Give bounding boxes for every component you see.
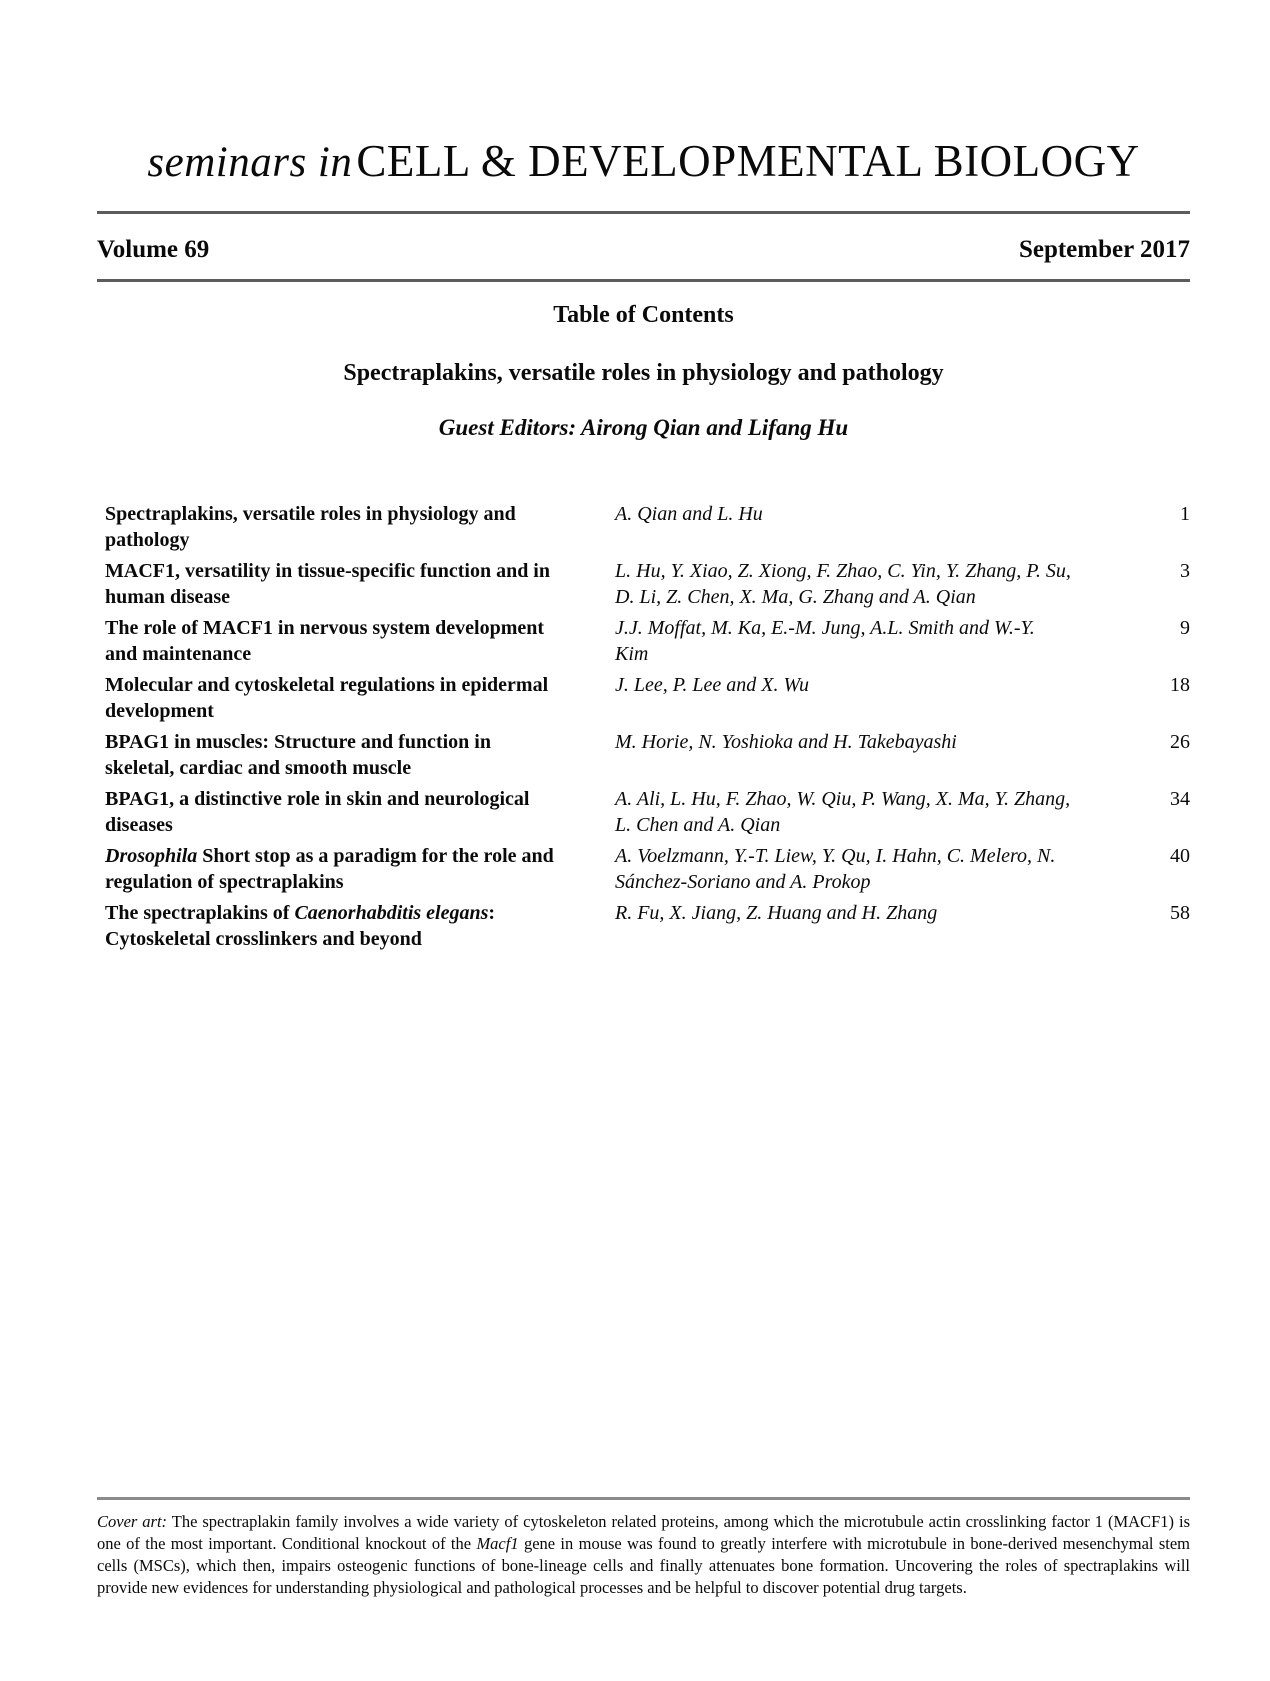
journal-masthead bbox=[97, 138, 1190, 185]
toc-entry-6 bbox=[97, 786, 1190, 838]
article-page-number: 9 bbox=[1180, 617, 1190, 640]
text-segment: Short stop as a paradigm for the role and regulation of spectraplakins bbox=[105, 845, 554, 894]
toc-entry-7 bbox=[97, 843, 1190, 895]
article-title bbox=[97, 900, 563, 952]
article-page-number: 3 bbox=[1180, 560, 1190, 583]
toc-entry-4 bbox=[97, 672, 1190, 724]
special-issue-title: Spectraplakins, versatile roles in physiology and pathology bbox=[343, 360, 944, 387]
text-segment: : Cytoskeletal crosslinkers and beyond bbox=[105, 902, 496, 951]
toc-entry-3 bbox=[97, 615, 1190, 667]
header-divider-bottom bbox=[97, 279, 1190, 282]
guest-editors: Guest Editors: Airong Qian and Lifang Hu bbox=[438, 415, 849, 441]
header-divider-top bbox=[97, 211, 1190, 214]
journal-name bbox=[356, 136, 1139, 186]
text-segment: gene in mouse was found to greatly interfere with microtubule in bone-derived mesenchymal stem cells (MSCs), which then, impairs osteogenic functions of bone-lineage cells and finally attenuates bone formation. Uncovering the roles of spectraplakins will provide new evidences for understanding physiological and pathological processes and be helpful to discover potential drug targets. bbox=[97, 1534, 1190, 1597]
article-page-number: 1 bbox=[1180, 503, 1190, 526]
text-segment: The role of MACF1 in nervous system development and maintenance bbox=[105, 617, 545, 666]
text-segment: MACF1, versatility in tissue-specific function and in human disease bbox=[105, 560, 550, 609]
toc-heading: Table of Contents bbox=[553, 302, 734, 329]
toc-entry-2 bbox=[97, 558, 1190, 610]
toc-list bbox=[97, 501, 1190, 952]
article-page-number: 26 bbox=[1170, 731, 1190, 754]
article-authors: M. Horie, N. Yoshioka and H. Takebayashi bbox=[615, 731, 957, 754]
toc-entry-5 bbox=[97, 729, 1190, 781]
cover-art-note bbox=[97, 1511, 1190, 1599]
italic-text-segment: Cover art: bbox=[97, 1512, 168, 1531]
article-authors: J.J. Moffat, M. Ka, E.-M. Jung, A.L. Smith and W.-Y. Kim bbox=[615, 617, 1035, 666]
journal-name-prefix: seminars in bbox=[147, 139, 353, 186]
article-title bbox=[97, 843, 563, 895]
issue-line bbox=[97, 236, 1190, 264]
text-segment: BPAG1 in muscles: Structure and function in skeletal, cardiac and smooth muscle bbox=[105, 731, 491, 780]
article-title bbox=[97, 615, 563, 667]
cover-art-footer bbox=[97, 1497, 1190, 1599]
article-title bbox=[97, 558, 563, 610]
text-segment: The spectraplakins of bbox=[105, 902, 295, 925]
article-title bbox=[97, 729, 563, 781]
article-authors: A. Voelzmann, Y.-T. Liew, Y. Qu, I. Hahn, C. Melero, N. Sánchez-Soriano and A. Prokop bbox=[615, 845, 1056, 894]
text-segment: The spectraplakin family involves a wide variety of cytoskeleton related proteins, among which the microtubule actin crosslinking factor 1 (MACF1) is one of the most important. Conditional knockout of the bbox=[97, 1512, 1190, 1553]
article-authors: A. Ali, L. Hu, F. Zhao, W. Qiu, P. Wang, X. Ma, Y. Zhang, L. Chen and A. Qian bbox=[615, 788, 1071, 837]
article-authors: L. Hu, Y. Xiao, Z. Xiong, F. Zhao, C. Yin, Y. Zhang, P. Su, D. Li, Z. Chen, X. Ma, G. Zhang and A. Qian bbox=[615, 560, 1071, 609]
article-title bbox=[97, 501, 563, 553]
toc-entry-1 bbox=[97, 501, 1190, 553]
italic-text-segment: Macf1 bbox=[476, 1534, 519, 1553]
article-authors: A. Qian and L. Hu bbox=[615, 503, 763, 526]
toc-entry-8 bbox=[97, 900, 1190, 952]
italic-text-segment: Drosophila bbox=[105, 845, 198, 868]
volume-label: Volume 69 bbox=[97, 236, 210, 264]
issue-date: September 2017 bbox=[1018, 236, 1190, 264]
article-title bbox=[97, 672, 563, 724]
text-segment: Spectraplakins, versatile roles in physiology and pathology bbox=[105, 503, 516, 552]
text-segment: Molecular and cytoskeletal regulations in epidermal development bbox=[105, 674, 549, 723]
article-authors: R. Fu, X. Jiang, Z. Huang and H. Zhang bbox=[615, 902, 938, 925]
article-page-number: 40 bbox=[1170, 845, 1190, 868]
italic-text-segment: Caenorhabditis elegans bbox=[294, 902, 489, 925]
text-segment: BPAG1, a distinctive role in skin and neurological diseases bbox=[105, 788, 530, 837]
article-page-number: 18 bbox=[1170, 674, 1190, 697]
article-title bbox=[97, 786, 563, 838]
article-page-number: 58 bbox=[1170, 902, 1190, 925]
footer-divider bbox=[97, 1497, 1190, 1500]
journal-name-text: CELL & DEVELOPMENTAL BIOLOGY bbox=[356, 136, 1140, 186]
article-authors: J. Lee, P. Lee and X. Wu bbox=[615, 674, 810, 697]
article-page-number: 34 bbox=[1170, 788, 1190, 811]
